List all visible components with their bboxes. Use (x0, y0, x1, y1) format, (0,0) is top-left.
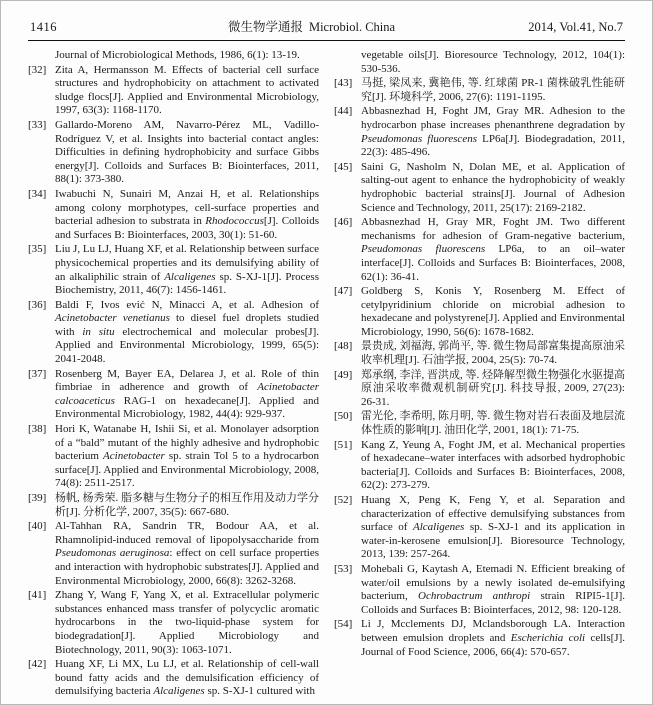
reference-entry (28, 64, 319, 118)
reference-entry (334, 216, 625, 284)
reference-number: [52] (334, 494, 353, 506)
reference-number: [49] (334, 368, 353, 381)
reference-number: [48] (334, 340, 353, 353)
reference-number: [41] (28, 589, 47, 602)
reference-number: [51] (334, 438, 353, 451)
reference-entry (28, 423, 319, 491)
reference-entry (28, 520, 319, 588)
reference-text: Saini G, Nasholm N, Dolan ME, et al. Application of salting-out agent to enhance the hydrophobicity of weakly hydrophobic bacterial strains[J]. Journal of Adhesion Science and Technology, 2011, 25(17): 2169-2182. (361, 160, 625, 214)
journal-title-chinese: 微生物学通报 (227, 20, 303, 34)
reference-number: [47] (334, 285, 353, 298)
reference-entry (334, 105, 625, 159)
reference-entry (334, 563, 625, 617)
reference-number: [45] (334, 160, 353, 173)
reference-text: Mohebali G, Kaytash A, Etemadi N. Efficient breaking of water/oil emulsions by a newly isolated de-emulsifying bacterium, Ochrobactrum anthropi strain RIPI5-1[J]. Colloids and Surfaces B: Biointerfaces, 2012, 98: 120-128. (361, 562, 625, 616)
reference-text: Liu J, Lu LJ, Huang XF, et al. Relationship between surface physicochemical properties and its demulsifying ability of an alkaliphilic strain of Alcaligenes sp. S-XJ-1[J]. Process Biochemistry, 2011, 46(7): 1456-1461. (55, 243, 319, 297)
reference-number: [42] (28, 658, 47, 671)
reference-text: Huang X, Peng K, Feng Y, et al. Separation and characterization of effective demulsifying substances from surface of Alcaligenes sp. S-XJ-1 and its application in water-in-kerosene emulsion[J]. Bioresource Technology, 2013, 139: 257-264. (361, 494, 626, 561)
reference-text: Zhang Y, Wang F, Yang X, et al. Extracellular polymeric substances enhanced mass transfer of polycyclic aromatic hydrocarbons in the two-liquid-phase system for biodegradation[J]. Applied Microbiology and Biotechnology, 2011, 90(3): 1063-1071. (55, 589, 319, 656)
references-column-right (334, 49, 625, 700)
reference-number: [33] (28, 118, 47, 131)
reference-entry (28, 119, 319, 187)
reference-text: Huang XF, Li MX, Lu LJ, et al. Relationship of cell-wall bound fatty acids and the demulsification efficiency of demulsifying bacteria Alcaligenes sp. S-XJ-1 cultured with (55, 658, 319, 698)
page-header (28, 13, 625, 41)
journal-title-english: Microbiol. China (308, 20, 396, 34)
reference-text: Abbasnezhad H, Foght JM, Gray MR. Adhesion to the hydrocarbon phase increases phenanthrene degradation by Pseudomonas fluorescens LP6a[J]. Biodegradation, 2011, 22(3): 485-496. (361, 105, 625, 159)
reference-number: [34] (28, 187, 47, 200)
reference-number: [38] (28, 423, 47, 436)
reference-entry (28, 299, 319, 367)
reference-entry (334, 410, 625, 437)
reference-text: 马挺, 梁凤来, 冀艳伟, 等. 红球菌 PR-1 菌株破乳性能研究[J]. 环境科学, 2006, 27(6): 1191-1195. (361, 77, 625, 103)
reference-text: 郑承纲, 李洋, 晋洪成, 等. 烃降解型微生物强化水驱提高原油采收率微观机制研究[J]. 科技导报, 2009, 27(23): 26-31. (361, 368, 625, 408)
reference-number: [40] (28, 520, 47, 533)
reference-number: [53] (334, 562, 353, 575)
reference-text: Abbasnezhad H, Gray MR, Foght JM. Two different mechanisms for adhesion of Gram-negative bacterium, Pseudomonas fluorescens LP6a, to an oil–water interface[J]. Colloids and Surfaces B: Biointerfaces, 2008, 62(1): 36-41. (361, 216, 625, 283)
reference-number: [37] (28, 367, 47, 380)
reference-entry (334, 77, 625, 104)
reference-continuation (28, 49, 319, 63)
reference-number: [39] (28, 492, 47, 504)
page-number: 1416 (30, 20, 57, 34)
reference-entry (28, 492, 319, 519)
reference-entry (334, 369, 625, 410)
reference-continuation (334, 49, 625, 76)
reference-text: Li J, Mcclements DJ, Mclandsborough LA. Interaction between emulsion droplets and Escherichia coli cells[J]. Journal of Food Science, 2006, 66(4): 570-657. (361, 618, 625, 658)
reference-number: [32] (28, 63, 47, 76)
references-body (28, 49, 625, 700)
reference-entry (334, 494, 625, 562)
reference-text: Gallardo-Moreno AM, Navarro-Pérez ML, Vadillo-Rodríguez V, et al. Insights into bacterial contact angles: Difficulties in defining hydrophobicity and surface Gibbs energy[J]. Colloids and Surfaces B: Biointerfaces, 2011, 88(1): 373-380. (55, 118, 319, 186)
reference-text: 景贵成, 刘福海, 郭尚平, 等. 微生物局部富集提高原油采收率机理[J]. 石油学报, 2004, 25(5): 70-74. (361, 340, 625, 367)
reference-text: 杨帆, 杨秀荣. 脂多糖与生物分子的相互作用及动力学分析[J]. 分析化学, 2007, 35(5): 667-680. (55, 492, 319, 518)
reference-entry (28, 188, 319, 242)
reference-entry (334, 285, 625, 339)
reference-text: Journal of Microbiological Methods, 1986, 6(1): 13-19. (55, 49, 300, 61)
reference-number: [44] (334, 105, 353, 118)
reference-entry (28, 368, 319, 422)
reference-entry (28, 589, 319, 657)
reference-number: [54] (334, 618, 353, 631)
reference-number: [46] (334, 216, 353, 229)
reference-entry (28, 658, 319, 699)
references-column-left (28, 49, 319, 700)
reference-number: [43] (334, 77, 353, 90)
reference-entry (334, 439, 625, 493)
reference-number: [50] (334, 410, 353, 423)
reference-text: Al-Tahhan RA, Sandrin TR, Bodour AA, et al. Rhamnolipid-induced removal of lipopolysaccharide from Pseudomonas aeruginosa: effect on cell surface properties and interaction with hydrophobic substrates[J]. Applied and Environmental Microbiology, 2000, 66(8): 3262-3268. (55, 520, 319, 587)
reference-text: Rosenberg M, Bayer EA, Delarea J, et al. Role of thin fimbriae in adherence and growth of Acinetobacter calcoaceticus RAG-1 on hexadecane[J]. Applied and Environmental Microbiology, 1982, 44(4): 929-937. (55, 367, 319, 421)
journal-title (140, 17, 483, 35)
reference-number: [35] (28, 243, 47, 256)
reference-text: Zita A, Hermansson M. Effects of bacterial cell surface structures and hydrophobicity on attachment to activated sludge flocs[J]. Applied and Environmental Microbiology, 1997, 63(3): 1168-1170. (55, 63, 319, 117)
reference-text: Iwabuchi N, Sunairi M, Anzai H, et al. Relationships among colony morphotypes, cell-surface properties and bacterial adhesion to substrata in Rhodococcus[J]. Colloids and Surfaces B: Biointerfaces, 2003, 30(1): 51-60. (55, 187, 319, 241)
reference-text: Kang Z, Yeung A, Foght JM, et al. Mechanical properties of hexadecane–water interfaces with adsorbed hydrophobic bacteria[J]. Colloids and Surfaces B: Biointerfaces, 2008, 62(2): 273-279. (361, 438, 625, 492)
reference-text: Baldi F, Ivos ević N, Minacci A, et al. Adhesion of Acinetobacter venetianus to diesel fuel droplets studied with in situ electrochemical and molecular probes[J]. Applied and Environmental Microbiology, 1999, 65(5): 2041-2048. (55, 298, 319, 366)
reference-text: vegetable oils[J]. Bioresource Technology, 2012, 104(1): 530-536. (361, 49, 625, 75)
reference-text: 雷光伦, 李希明, 陈月明, 等. 微生物对岩石表面及地层流体性质的影响[J]. 油田化学, 2001, 18(1): 71-75. (361, 410, 625, 437)
reference-text: Goldberg S, Konis Y, Rosenberg M. Effect of cetylpyridinium chloride on microbial adhesion to hexadecane and polystyrene[J]. Applied and Environmental Microbiology, 1990, 56(6): 1678-1682. (361, 285, 625, 338)
reference-entry (28, 243, 319, 297)
reference-entry (334, 340, 625, 367)
reference-entry (334, 618, 625, 659)
reference-text: Hori K, Watanabe H, Ishii Si, et al. Monolayer adsorption of a “bald” mutant of the highly adhesive and hydrophobic bacterium Acinetobacter sp. strain Tol 5 to a hydrocarbon surface[J]. Applied and Environmental Microbiology, 2008, 74(8): 2511-2517. (55, 423, 319, 490)
issue-info: 2014, Vol.41, No.7 (528, 20, 623, 34)
reference-entry (334, 161, 625, 215)
reference-number: [36] (28, 298, 47, 311)
